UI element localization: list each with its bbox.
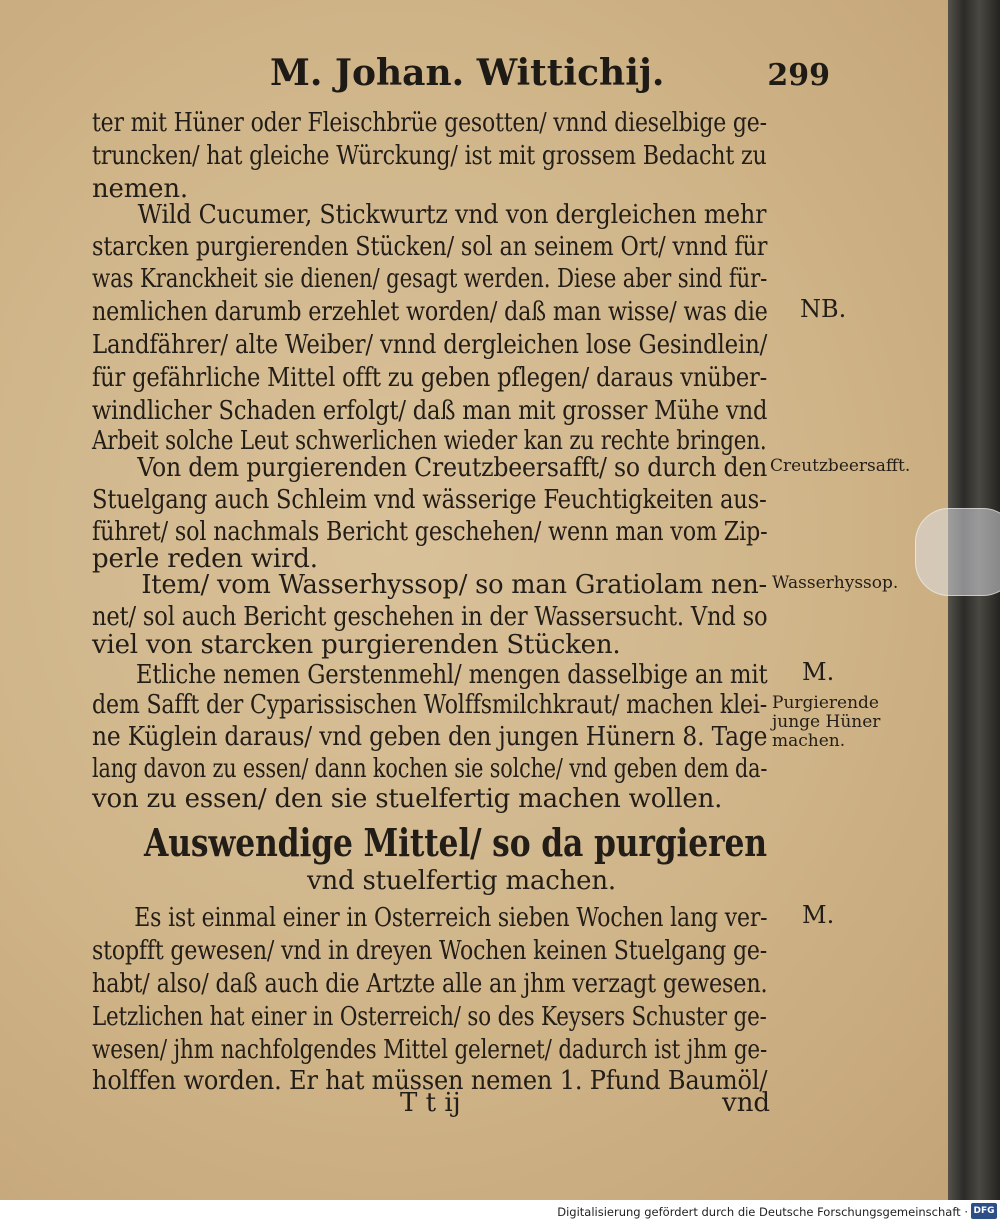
text-line: stopfft gewesen/ vnd in dreyen Wochen keinen Stuelgang ge- xyxy=(92,936,768,966)
text-line: Von dem purgierenden Creutzbeersafft/ so durch den xyxy=(137,453,768,483)
text-line: net/ sol auch Bericht geschehen in der Wassersucht. Vnd so xyxy=(92,602,768,632)
margin-note-m: M. xyxy=(802,901,835,929)
text-line: Etliche nemen Gerstenmehl/ mengen dasselbige an mit xyxy=(135,660,768,690)
text-line: Wild Cucumer, Stickwurtz vnd von dergleichen mehr xyxy=(137,200,767,230)
text-line: wesen/ jhm nachfolgendes Mittel gelernet/ dadurch ist jhm ge- xyxy=(92,1035,768,1065)
margin-note-creutzbeersafft: Creutzbeersafft. xyxy=(770,456,911,476)
scanner-clip xyxy=(915,508,1000,596)
text-line: perle reden wird. xyxy=(92,544,318,574)
text-line: viel von starcken purgierenden Stücken. xyxy=(92,630,621,660)
margin-note-m: M. xyxy=(802,658,835,686)
text-line: für gefährliche Mittel offt zu geben pflegen/ daraus vnüber- xyxy=(92,363,768,393)
book-fore-edge xyxy=(948,0,1000,1200)
text-line: dem Safft der Cyparissischen Wolffsmilchkraut/ machen klei- xyxy=(92,690,768,720)
page-number: 299 xyxy=(767,58,830,93)
catchword: vnd xyxy=(722,1088,771,1118)
dfg-logo: DFG xyxy=(971,1203,997,1219)
text-line: windlicher Schaden erfolgt/ daß man mit grosser Mühe vnd xyxy=(92,396,768,426)
text-line: Es ist einmal einer in Osterreich sieben Wochen lang ver- xyxy=(134,903,768,933)
text-line: ne Küglein daraus/ vnd geben den jungen Hünern 8. Tage xyxy=(92,722,768,752)
text-line: starcken purgierenden Stücken/ sol an seinem Ort/ vnnd für xyxy=(92,232,768,262)
text-line: truncken/ hat gleiche Würckung/ ist mit grossem Bedacht zu xyxy=(92,141,767,171)
text-line: was Kranckheit sie dienen/ gesagt werden. Diese aber sind für- xyxy=(92,264,768,294)
text-line: habt/ also/ daß auch die Artzte alle an jhm verzagt gewesen. xyxy=(92,969,768,999)
text-line: nemlichen darumb erzehlet worden/ daß man wisse/ was die xyxy=(92,297,768,327)
text-line: Arbeit solche Leut schwerlichen wieder kan zu rechte bringen. xyxy=(92,426,767,456)
footer-bar xyxy=(0,1200,1000,1223)
section-subheading: vnd stuelfertig machen. xyxy=(307,866,616,896)
text-line: Item/ vom Wasserhyssop/ so man Gratiolam nen- xyxy=(141,570,768,600)
margin-note-line: machen. xyxy=(772,731,846,751)
margin-note-line: junge Hüner xyxy=(772,712,881,732)
section-heading: Auswendige Mittel/ so da purgieren xyxy=(144,820,767,865)
funding-credit: Digitalisierung gefördert durch die Deutsche Forschungsgemeinschaft · xyxy=(557,1205,968,1219)
text-line: von zu essen/ den sie stuelfertig machen wollen. xyxy=(92,784,723,814)
margin-note-nb: NB. xyxy=(800,295,847,323)
text-line: Landfährer/ alte Weiber/ vnnd dergleichen lose Gesindlein/ xyxy=(92,330,768,360)
page-header xyxy=(270,52,830,102)
running-title: M. Johan. Wittichij. xyxy=(270,52,665,94)
margin-note-wasserhyssop: Wasserhyssop. xyxy=(772,573,899,593)
text-line: ter mit Hüner oder Fleischbrüe gesotten/ vnnd dieselbige ge- xyxy=(92,108,767,138)
text-line: Letzlichen hat einer in Osterreich/ so des Keysers Schuster ge- xyxy=(92,1002,767,1032)
text-line: nemen. xyxy=(92,174,188,204)
signature-mark: T t ij xyxy=(400,1088,461,1118)
margin-note-line: Purgierende xyxy=(772,693,879,713)
text-line: holffen worden. Er hat müssen nemen 1. Pfund Baumöl/ xyxy=(92,1066,768,1096)
text-line: lang davon zu essen/ dann kochen sie solche/ vnd geben dem da- xyxy=(92,754,768,784)
text-line: Stuelgang auch Schleim vnd wässerige Feuchtigkeiten aus- xyxy=(92,485,767,515)
text-line: führet/ sol nachmals Bericht geschehen/ wenn man vom Zip- xyxy=(92,517,768,547)
